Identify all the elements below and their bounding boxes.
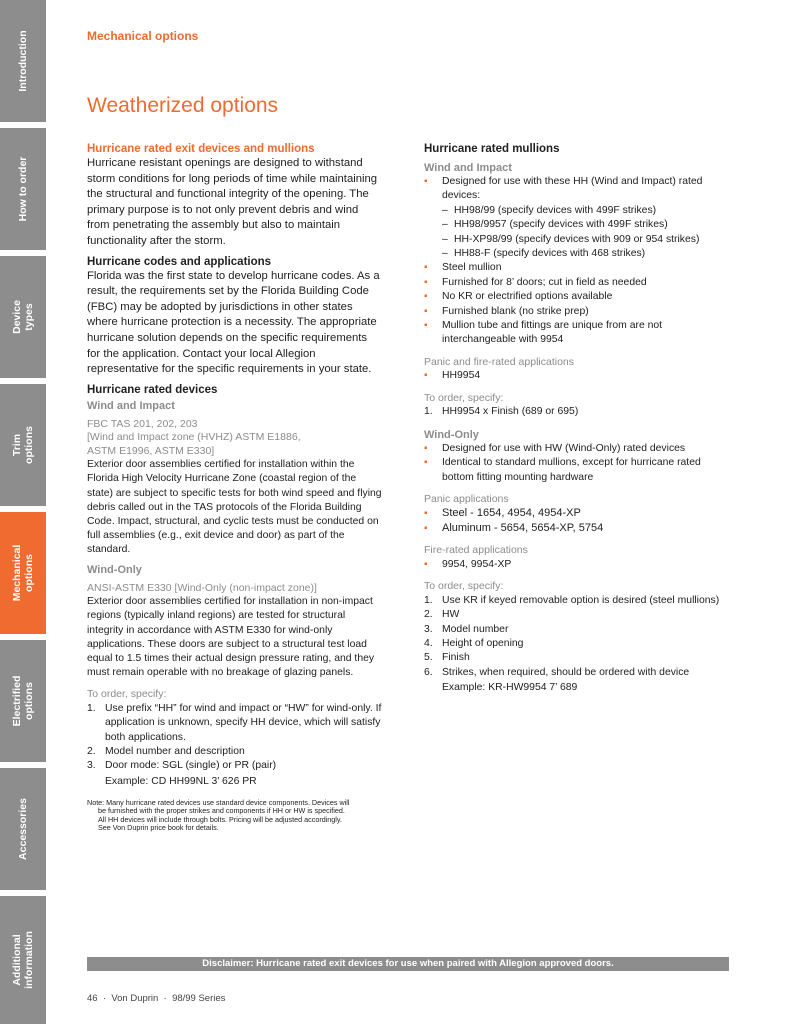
list-item: 2. HW	[424, 609, 460, 621]
sidebar-tab-label: How to order	[17, 156, 29, 222]
page-title: Weatherized options	[87, 94, 279, 117]
sidebar-tab-label: Electrified options	[11, 675, 35, 727]
order-example: Example: CD HH99NL 3’ 626 PR	[105, 775, 257, 787]
sidebar-tab-device-types[interactable]	[0, 256, 46, 381]
standard-line: FBC TAS 201, 202, 203	[87, 417, 198, 430]
heading-hurricane-exit-devices: Hurricane rated exit devices and mullions	[87, 143, 315, 155]
heading-wind-impact: Wind and Impact	[87, 399, 175, 412]
list-item: 1. HH9954 x Finish (689 or 695)	[424, 406, 579, 418]
list-item: ▪ Steel mullion	[424, 261, 734, 275]
intro-paragraph: Hurricane resistant openings are designed to withstand storm conditions for long periods of time while maintaining the structural and functional integrity of the opening. The primary purpose is to not only prevent debris and wind from penetrating the assembly but also to maintain functionality after the storm.	[87, 157, 378, 247]
heading-hurricane-mullions: Hurricane rated mullions	[424, 143, 560, 155]
sidebar-tab-label: Accessories	[17, 798, 29, 860]
disclaimer-bar: Disclaimer: Hurricane rated exit devices for use when paired with Allegion approved doors.	[87, 957, 729, 971]
sidebar-tab-how-to-order[interactable]	[0, 128, 46, 253]
sidebar-tab-label: Additional information	[11, 931, 35, 989]
wind-impact-list	[424, 175, 734, 204]
standard-line: [Wind and Impact zone (HVHZ) ASTM E1886,	[87, 431, 301, 444]
heading-hurricane-codes: Hurricane codes and applications	[87, 255, 272, 268]
footer-brand: Von Duprin	[111, 993, 159, 1004]
list-item: – HH-XP98/99 (specify devices with 909 or 954 strikes)	[442, 233, 734, 247]
list-item: 1. Use KR if keyed removable option is desired (steel mullions)	[424, 594, 720, 606]
footer-separator: ·	[102, 993, 107, 1004]
mullion-features-list	[424, 261, 734, 347]
panic-fire-heading: Panic and fire-rated applications	[424, 355, 575, 368]
page-footer	[87, 993, 225, 1004]
sidebar-tab-mechanical-options[interactable]	[0, 512, 46, 637]
page-number: 46	[87, 993, 98, 1004]
heading-hurricane-devices: Hurricane rated devices	[87, 383, 218, 396]
device-list	[424, 204, 734, 262]
sidebar-tab-label: Device types	[11, 300, 35, 334]
left-column	[87, 142, 382, 833]
list-item: ▪ No KR or electrified options available	[424, 290, 734, 304]
fire-list	[424, 558, 734, 572]
sidebar-tab-electrified-options[interactable]	[0, 640, 46, 765]
list-item: ▪ Aluminum - 5654, 5654-XP, 5754	[424, 521, 734, 536]
list-item: 4. Height of opening	[424, 638, 524, 650]
wind-impact-paragraph: Exterior door assemblies certified for installation within the Florida High Velocity Hurricane Zone (coastal region of the state) are subject to specific tests for both wind speed and flying debris called out in the TAS protocols of the Florida Building Code. Impact, structural, and cyclic tests must be conducted on full assemblies (e.g., exit device and door) as part of the standard.	[87, 459, 382, 556]
sidebar-nav	[0, 0, 46, 1024]
sidebar-tab-label: Introduction	[17, 30, 29, 92]
heading-wind-only: Wind-Only	[424, 428, 479, 441]
list-item: ▪ Mullion tube and fittings are unique from are not interchangeable with 9954	[424, 319, 734, 348]
standard-line: ASTM E1996, ASTM E330]	[87, 444, 215, 457]
list-item: ▪ HH9954	[424, 369, 734, 383]
standard-line: ANSI-ASTM E330 [Wind-Only (non-impact zone)]	[87, 581, 317, 594]
order-heading: To order, specify:	[87, 688, 167, 701]
wind-only-list	[424, 442, 734, 485]
order-heading: To order, specify:	[424, 391, 504, 404]
list-item: ▪ Furnished blank (no strike prep)	[424, 305, 734, 319]
footer-separator: ·	[163, 993, 167, 1004]
section-label: Mechanical options	[87, 29, 199, 43]
panic-fire-list	[424, 369, 734, 383]
list-item: 2. Model number and description	[87, 746, 245, 758]
sidebar-tab-label: Trim options	[11, 426, 35, 464]
order-list	[87, 702, 382, 774]
footer-series: 98/99 Series	[172, 993, 226, 1004]
list-item: – HH98/99 (specify devices with 499F strikes)	[442, 204, 734, 218]
codes-paragraph: Florida was the first state to develop hurricane codes. As a result, the requirements set by the Florida Building Code (FBC) may be adopted by jurisdictions in other states where hurricane protection is a necessity. The appropriate hurricane solution depends on the specific requirements for the application. Contact your local Allegion representative for the specific requirements in your state.	[87, 269, 380, 376]
order-list	[424, 594, 734, 680]
list-item: – HH88-F (specify devices with 468 strikes)	[442, 247, 734, 261]
heading-wind-only: Wind-Only	[87, 563, 142, 576]
panic-heading: Panic applications	[424, 492, 509, 505]
sidebar-tab-accessories[interactable]	[0, 768, 46, 893]
list-item: ▪ Designed for use with HW (Wind-Only) rated devices	[424, 442, 734, 456]
list-item: 1. Use prefix “HH” for wind and impact or “HW” for wind-only. If application is unknown, specify HH device, which will satisfy both applications.	[87, 702, 382, 743]
list-item: ▪ Steel - 1654, 4954, 4954-XP	[424, 506, 734, 521]
list-item: 6. Strikes, when required, should be ordered with device	[424, 666, 690, 678]
list-item: ▪ Designed for use with these HH (Wind and Impact) rated devices:	[424, 175, 734, 204]
heading-wind-impact: Wind and Impact	[424, 162, 512, 174]
sidebar-tab-additional-information[interactable]	[0, 896, 46, 1024]
list-item: ▪ Furnished for 8’ doors; cut in field as needed	[424, 276, 734, 290]
note: Note: Many hurricane rated devices use standard device components. Devices will be furnished with the proper strikes and components if HH or HW is specified. All HH devices will include through bolts. Pricing will be adjusted accordingly. See Von Duprin price book for details.	[87, 797, 350, 833]
panic-list	[424, 506, 734, 536]
list-item: ▪ Identical to standard mullions, except for hurricane rated bottom fitting mounting hardware	[424, 456, 734, 485]
order-list	[424, 405, 734, 419]
list-item: 3. Model number	[424, 623, 509, 635]
wind-only-paragraph: Exterior door assemblies certified for installation in non-impact regions (typically inland regions) are tested for structural integrity in accordance with ASTM E330 for wind-only applications. These doors are subject to a structural test load equal to 1.5 times their actual design pressure rating, and they must remain operable with no breakage of glazing panels.	[87, 596, 375, 679]
sidebar-tab-label: Mechanical options	[11, 544, 35, 602]
right-column	[424, 142, 734, 695]
list-item: 3. Door mode: SGL (single) or PR (pair)	[87, 760, 277, 772]
list-item: 5. Finish	[424, 652, 470, 664]
sidebar-tab-trim-options[interactable]	[0, 384, 46, 509]
order-example: Example: KR-HW9954 7’ 689	[442, 682, 578, 694]
sidebar-tab-introduction[interactable]	[0, 0, 46, 125]
order-heading: To order, specify:	[424, 580, 504, 593]
list-item: – HH98/9957 (specify devices with 499F strikes)	[442, 218, 734, 232]
fire-heading: Fire-rated applications	[424, 544, 528, 557]
list-item: ▪ 9954, 9954-XP	[424, 558, 734, 572]
